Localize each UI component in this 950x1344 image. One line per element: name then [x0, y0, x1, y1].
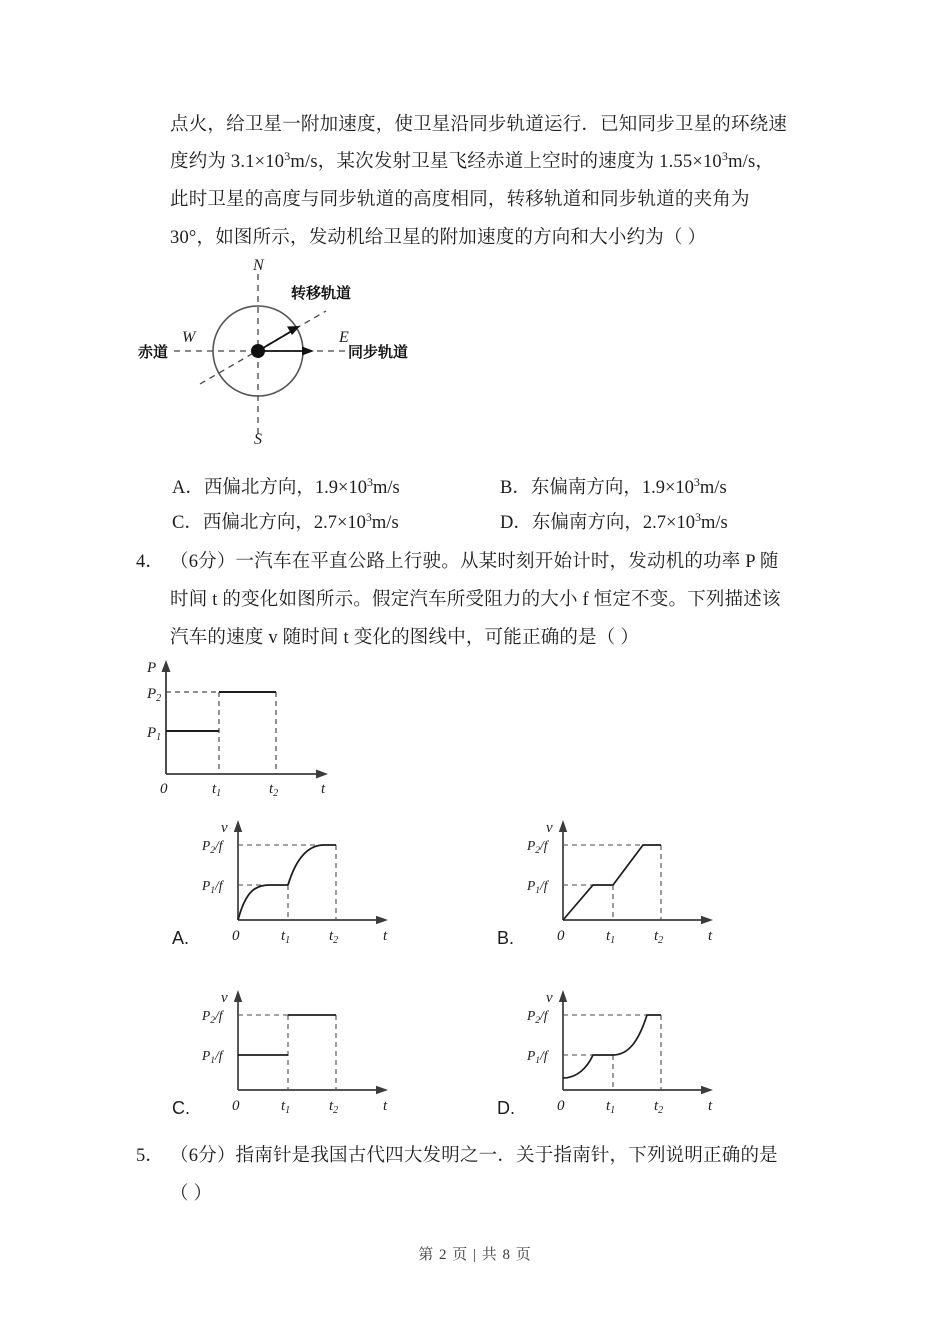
page-footer: 第 2 页 | 共 8 页 — [418, 1247, 532, 1263]
q4-choice-b-label: B. — [497, 928, 515, 948]
d-y-arrowhead — [559, 990, 567, 1002]
q3-line2-sup-2: 3 — [721, 148, 729, 163]
a-label-p2f: $P_2/f$ — [202, 838, 223, 856]
d-label-axis-x: t — [708, 1098, 713, 1114]
a-curve-second — [288, 845, 336, 885]
q4-choice-a-graph[interactable] — [200, 812, 430, 952]
q4-choice-c-label: C. — [172, 1098, 190, 1118]
q4-text-line-1: （6分）一汽车在平直公路上行驶。从某时刻开始计时，发动机的功率 P 随 — [170, 552, 779, 572]
q3-option-d-sup: 3 — [694, 509, 701, 524]
q3-text-line-2 — [170, 148, 775, 172]
q3-option-c-key: C． — [172, 513, 203, 533]
b-label-axis-y: v — [546, 820, 553, 836]
q3-text-line-1: 点火，给卫星一附加速度，使卫星沿同步轨道运行．已知同步卫星的环绕速 — [170, 115, 788, 135]
transfer-orbit-label: 转移轨道 — [291, 285, 352, 302]
sync-orbit-arrowhead — [302, 347, 314, 356]
q4-text-line-3: 汽车的速度 v 随时间 t 变化的图线中，可能正确的是（ ） — [170, 628, 640, 648]
d-label-t2: $t_2$ — [654, 1098, 664, 1116]
q3-option-a-unit: m/s — [372, 478, 400, 498]
q3-option-d-value: 2.7×10 — [642, 513, 695, 533]
q3-option-b-sup: 3 — [693, 474, 700, 489]
a-label-axis-x: t — [383, 928, 388, 944]
d-label-p2f: $P_2/f$ — [527, 1008, 548, 1026]
q3-option-c-unit: m/s — [371, 513, 399, 533]
compass-label-west: W — [182, 329, 196, 346]
d-label-axis-y: v — [546, 990, 553, 1006]
pt-label-axis-y: P — [147, 660, 157, 676]
d-curve-first — [563, 1055, 613, 1078]
q3-option-d-unit: m/s — [700, 513, 728, 533]
q3-option-b[interactable] — [500, 474, 727, 498]
q3-option-a-value: 1.9×10 — [314, 478, 367, 498]
b-label-t1: $t_1$ — [606, 928, 616, 946]
c-label-t1: $t_1$ — [281, 1098, 291, 1116]
q3-line2-part-b: m/s，某次发射卫星飞经赤道上空时的速度为 1.55×10 — [290, 152, 722, 172]
a-label-t1: $t_1$ — [281, 928, 291, 946]
q3-option-b-unit: m/s — [699, 478, 727, 498]
sync-orbit-label: 同步轨道 — [348, 344, 409, 361]
q4-choice-d-label: D. — [497, 1098, 515, 1118]
center-dot — [251, 344, 265, 358]
q3-option-d-key: D． — [500, 513, 532, 533]
b-label-p1f: $P_1/f$ — [527, 878, 548, 896]
q3-option-c[interactable] — [172, 509, 399, 533]
q5-text-line-1: （6分）指南针是我国古代四大发明之一．关于指南针，下列说明正确的是 — [170, 1146, 778, 1166]
q4-choice-b-graph[interactable] — [525, 812, 755, 952]
q3-option-c-dir: 西偏北方向， — [202, 513, 314, 533]
c-x-arrowhead — [376, 1086, 388, 1094]
q3-option-c-value: 2.7×10 — [313, 513, 366, 533]
q3-option-b-dir: 东偏南方向， — [530, 478, 642, 498]
c-label-axis-x: t — [383, 1098, 388, 1114]
q3-option-b-key: B． — [500, 478, 531, 498]
compass-label-east: E — [339, 329, 349, 346]
c-y-arrowhead — [234, 990, 242, 1002]
pt-y-arrowhead — [162, 660, 171, 672]
compass-label-north: N — [253, 258, 264, 274]
c-label-p1f: $P_1/f$ — [202, 1048, 223, 1066]
equator-label: 赤道 — [138, 344, 169, 361]
q3-line2-part-c: m/s， — [728, 152, 775, 172]
q4-choice-d-graph[interactable] — [525, 982, 755, 1122]
d-label-p1f: $P_1/f$ — [527, 1048, 548, 1066]
q3-option-a-sup: 3 — [366, 474, 373, 489]
pt-label-p2: $P_2$ — [147, 686, 162, 704]
d-label-t1: $t_1$ — [606, 1098, 616, 1116]
q3-line2-part-a: 度约为 3.1×10 — [170, 152, 285, 172]
b-label-origin: 0 — [557, 928, 565, 944]
compass-label-south: S — [254, 431, 262, 448]
b-label-axis-x: t — [708, 928, 713, 944]
c-label-p2f: $P_2/f$ — [202, 1008, 223, 1026]
d-x-arrowhead — [701, 1086, 713, 1094]
q3-option-a-key: A． — [172, 478, 204, 498]
d-label-origin: 0 — [557, 1098, 565, 1114]
q3-option-d[interactable] — [500, 509, 728, 533]
q4-choice-a-label: A. — [172, 928, 190, 948]
pt-x-arrowhead — [316, 770, 328, 779]
c-label-origin: 0 — [232, 1098, 240, 1114]
b-x-arrowhead — [701, 916, 713, 924]
a-label-p1f: $P_1/f$ — [202, 878, 223, 896]
q3-option-b-value: 1.9×10 — [641, 478, 694, 498]
b-label-t2: $t_2$ — [654, 928, 664, 946]
q3-option-a[interactable] — [172, 474, 400, 498]
q3-line2-sup-1: 3 — [284, 148, 291, 163]
a-label-t2: $t_2$ — [329, 928, 339, 946]
q5-number: 5． — [136, 1146, 164, 1166]
q3-text-line-3: 此时卫星的高度与同步轨道的高度相同，转移轨道和同步轨道的夹角为 — [170, 190, 750, 210]
b-curve — [563, 845, 661, 920]
a-label-axis-y: v — [221, 820, 228, 836]
d-curve-second — [613, 1015, 661, 1055]
q3-option-c-sup: 3 — [365, 509, 372, 524]
q4-number: 4． — [136, 552, 164, 572]
q4-text-line-2: 时间 t 的变化如图所示。假定汽车所受阻力的大小 f 恒定不变。下列描述该 — [170, 590, 781, 610]
c-label-t2: $t_2$ — [329, 1098, 339, 1116]
pt-label-origin: 0 — [160, 781, 168, 797]
pt-label-t2: $t_2$ — [269, 781, 279, 799]
pt-label-axis-x: t — [321, 781, 326, 797]
b-y-arrowhead — [559, 820, 567, 832]
a-label-origin: 0 — [232, 928, 240, 944]
q3-option-d-dir: 东偏南方向， — [531, 513, 643, 533]
a-y-arrowhead — [234, 820, 242, 832]
power-time-graph — [136, 652, 396, 802]
a-x-arrowhead — [376, 916, 388, 924]
q3-text-line-4: 30°，如图所示，发动机给卫星的附加速度的方向和大小约为（ ） — [170, 228, 707, 248]
q4-choice-c-graph[interactable] — [200, 982, 430, 1122]
b-label-p2f: $P_2/f$ — [527, 838, 548, 856]
a-curve-first — [238, 885, 288, 920]
satellite-orbit-figure — [130, 258, 460, 448]
pt-label-p1: $P_1$ — [147, 725, 162, 743]
pt-label-t1: $t_1$ — [212, 781, 222, 799]
c-label-axis-y: v — [221, 990, 228, 1006]
q5-text-line-2: （ ） — [170, 1184, 213, 1204]
q3-option-a-dir: 西偏北方向， — [203, 478, 315, 498]
